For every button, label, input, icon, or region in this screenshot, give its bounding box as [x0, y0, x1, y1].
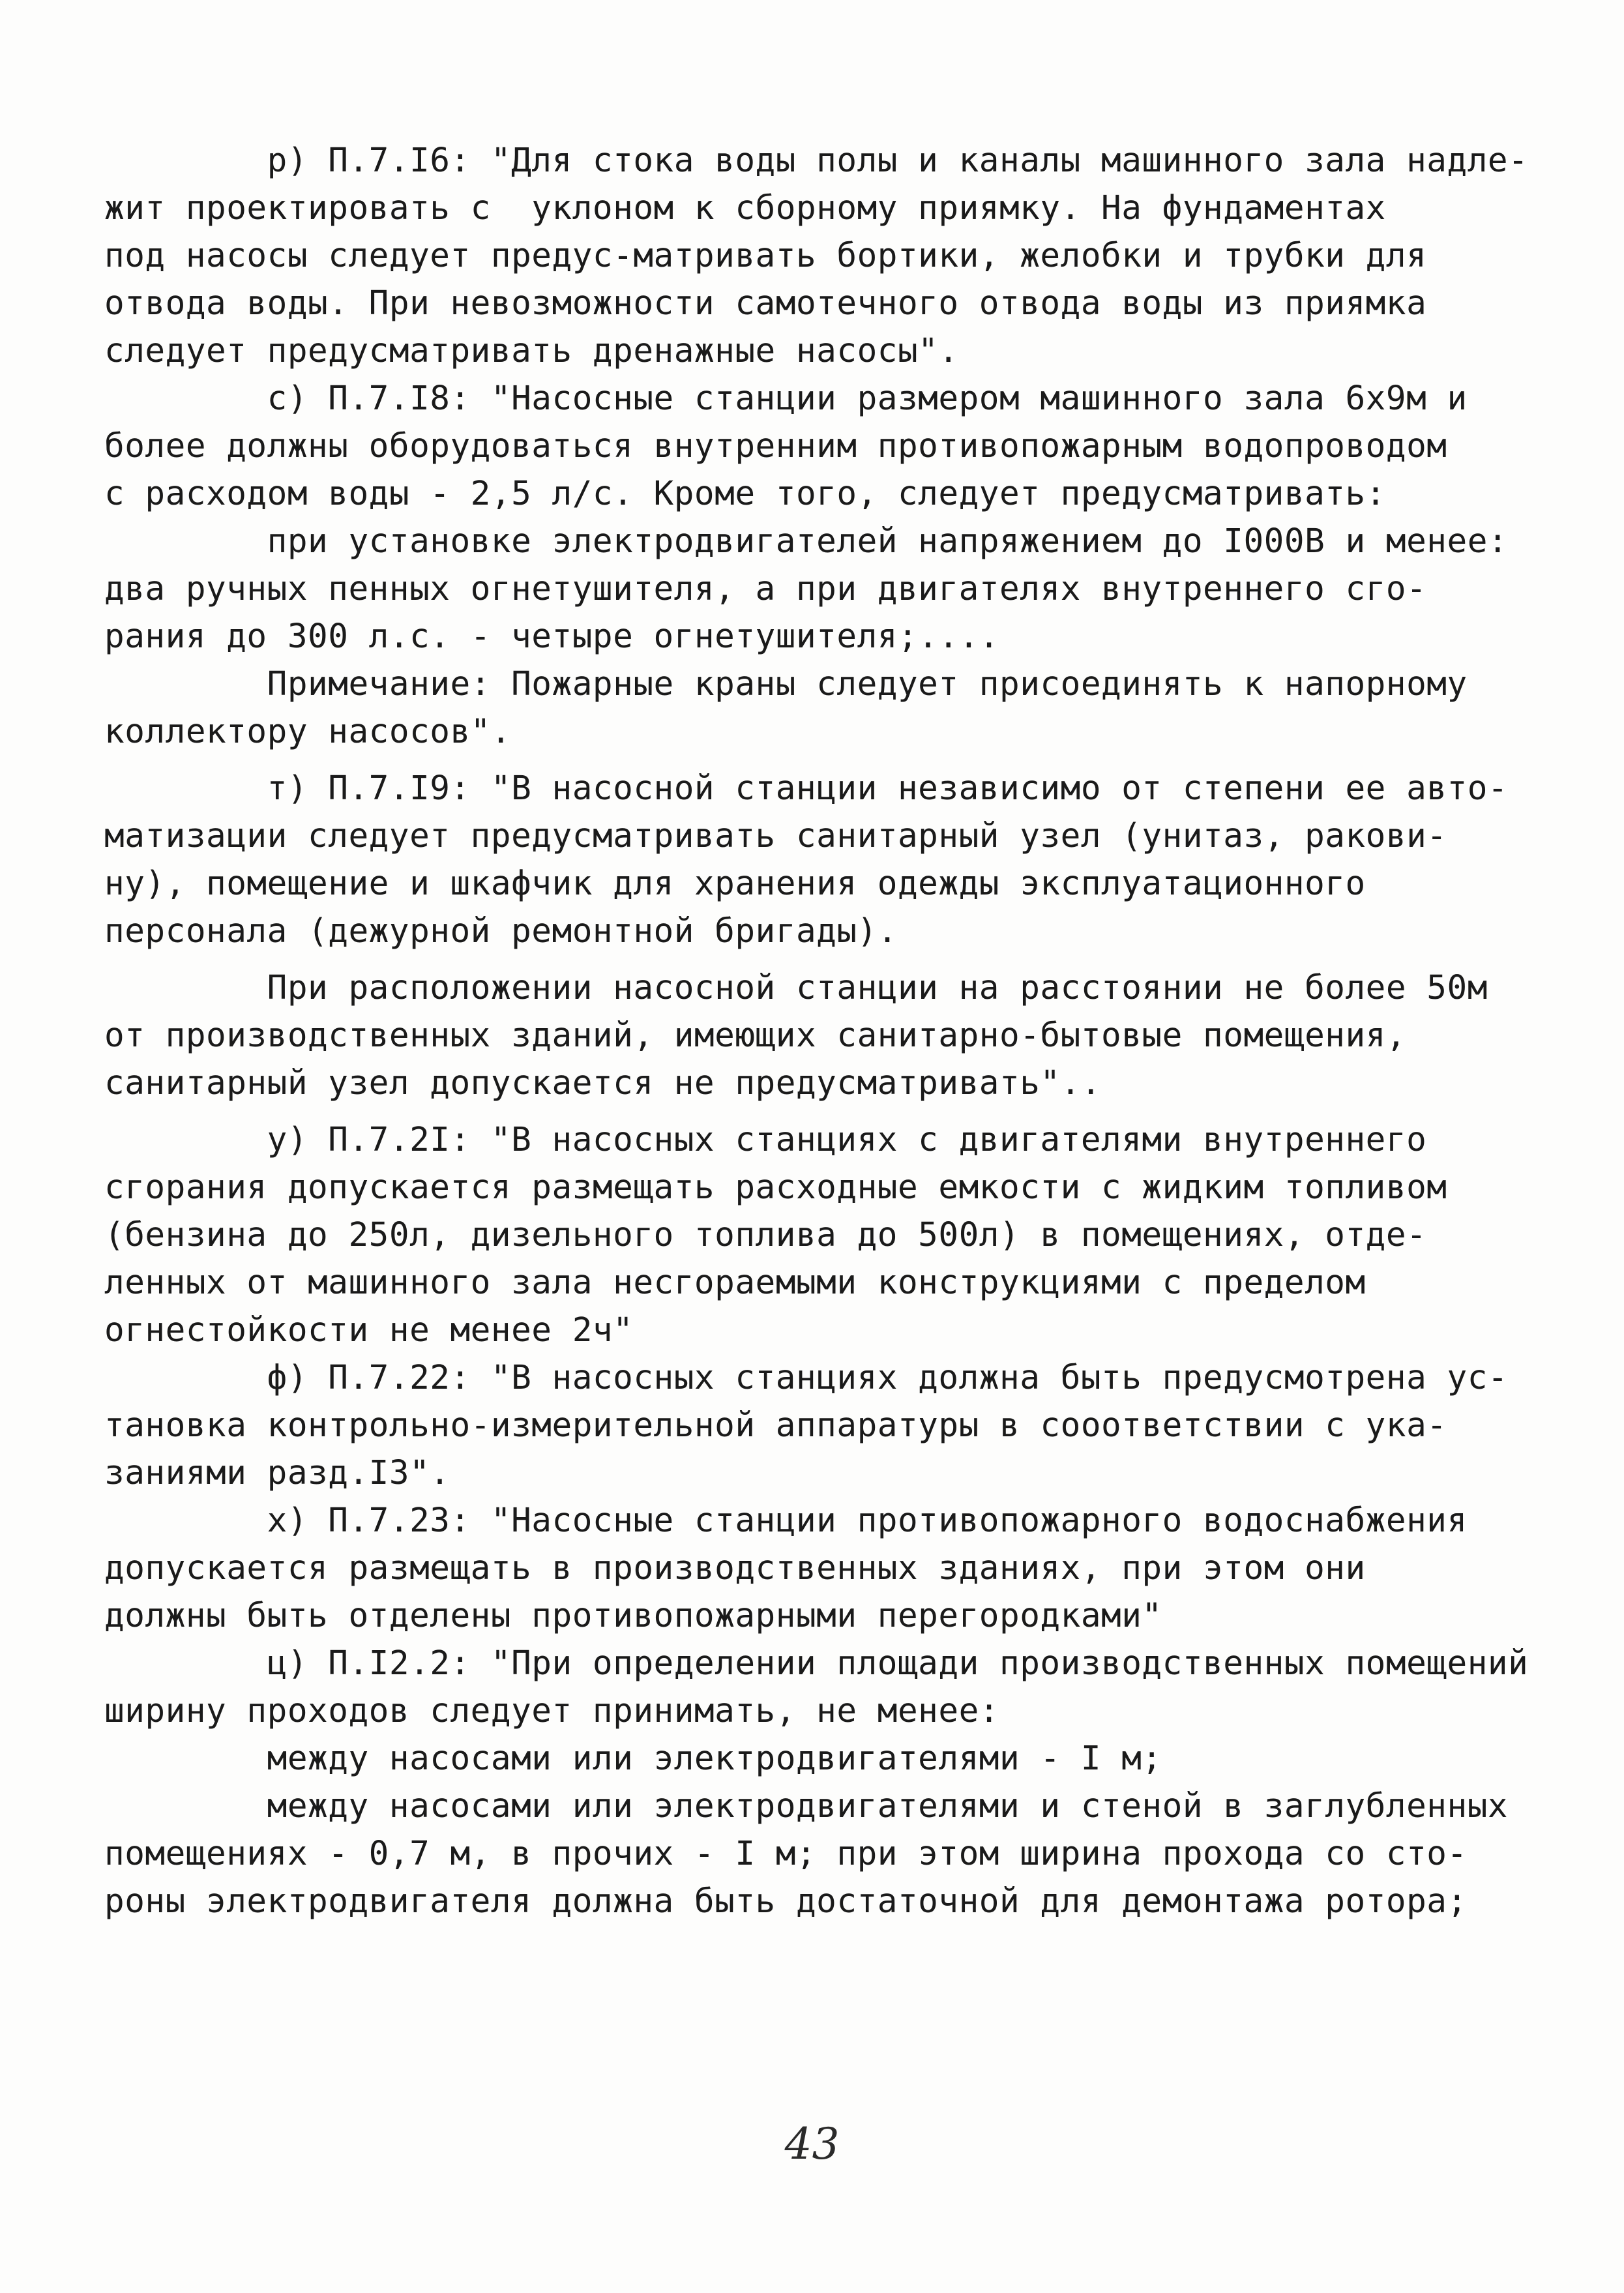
- text-line: х) П.7.23: "Насосные станции противопожарного водоснабжения: [104, 1502, 1468, 1540]
- text-line: от производственных зданий, имеющих санитарно-бытовые помещения,: [104, 1016, 1407, 1055]
- text-line: ф) П.7.22: "В насосных станциях должна быть предусмотрена ус-: [104, 1359, 1509, 1397]
- text-line: под насосы следует предус-матривать бортики, желобки и трубки для: [104, 237, 1427, 275]
- paragraph-gap: [104, 1107, 1493, 1116]
- text-line: более должны оборудоваться внутренним противопожарным водопроводом: [104, 427, 1447, 466]
- text-line: отвода воды. При невозможности самотечного отвода воды из приямка: [104, 284, 1427, 323]
- text-line: ширину проходов следует принимать, не менее:: [104, 1692, 1000, 1730]
- paragraph-gap: [104, 756, 1493, 765]
- text-line: Примечание: Пожарные краны следует присоединять к напорному: [104, 665, 1468, 703]
- text-line: санитарный узел допускается не предусматривать"..: [104, 1064, 1102, 1102]
- text-line: т) П.7.I9: "В насосной станции независимо от степени ее авто-: [104, 769, 1509, 808]
- paragraph-gap: [104, 955, 1493, 964]
- text-line: огнестойкости не менее 2ч": [104, 1311, 634, 1350]
- text-line: сгорания допускается размещать расходные емкости с жидким топливом: [104, 1168, 1447, 1207]
- text-line: ленных от машинного зала несгораемыми конструкциями с пределом: [104, 1264, 1366, 1302]
- page-number: 43: [784, 2119, 840, 2169]
- text-line: ц) П.I2.2: "При определении площади производственных помещений: [104, 1644, 1529, 1683]
- text-line: ну), помещение и шкафчик для хранения одежды эксплуатационного: [104, 865, 1366, 903]
- text-line: между насосами или электродвигателями и стеной в заглубленных: [104, 1787, 1509, 1826]
- text-line: жит проектировать с уклоном к сборному приямку. На фундаментах: [104, 189, 1386, 228]
- text-line: допускается размещать в производственных зданиях, при этом они: [104, 1549, 1366, 1588]
- text-line: с расходом воды - 2,5 л/с. Кроме того, следует предусматривать:: [104, 475, 1386, 513]
- text-line: рания до 300 л.с. - четыре огнетушителя;....: [104, 617, 1000, 656]
- text-line: (бензина до 250л, дизельного топлива до 500л) в помещениях, отде-: [104, 1216, 1427, 1254]
- text-line: должны быть отделены противопожарными перегородками": [104, 1597, 1162, 1635]
- text-line: матизации следует предусматривать санитарный узел (унитаз, ракови-: [104, 817, 1447, 855]
- text-line: р) П.7.I6: "Для стока воды полы и каналы машинного зала надле-: [104, 141, 1529, 180]
- text-line: два ручных пенных огнетушителя, а при двигателях внутреннего сго-: [104, 570, 1427, 608]
- text-line: коллектору насосов".: [104, 713, 512, 751]
- text-line: следует предусматривать дренажные насосы".: [104, 332, 959, 370]
- text-line: помещениях - 0,7 м, в прочих - I м; при этом ширина прохода со сто-: [104, 1835, 1468, 1873]
- text-line: между насосами или электродвигателями - I м;: [104, 1739, 1162, 1778]
- text-line: с) П.7.I8: "Насосные станции размером машинного зала 6x9м и: [104, 379, 1468, 418]
- text-line: у) П.7.2I: "В насосных станциях с двигателями внутреннего: [104, 1121, 1427, 1159]
- text-line: тановка контрольно-измерительной аппаратуры в сооответствии с ука-: [104, 1406, 1447, 1445]
- text-line: При расположении насосной станции на расстоянии не более 50м: [104, 969, 1488, 1007]
- text-line: заниями разд.I3".: [104, 1454, 450, 1492]
- text-line: роны электродвигателя должна быть достаточной для демонтажа ротора;: [104, 1882, 1468, 1921]
- document-body: [104, 137, 1529, 1925]
- text-line: персонала (дежурной ремонтной бригады).: [104, 912, 898, 951]
- text-line: при установке электродвигателей напряжением до I000В и менее:: [104, 522, 1509, 561]
